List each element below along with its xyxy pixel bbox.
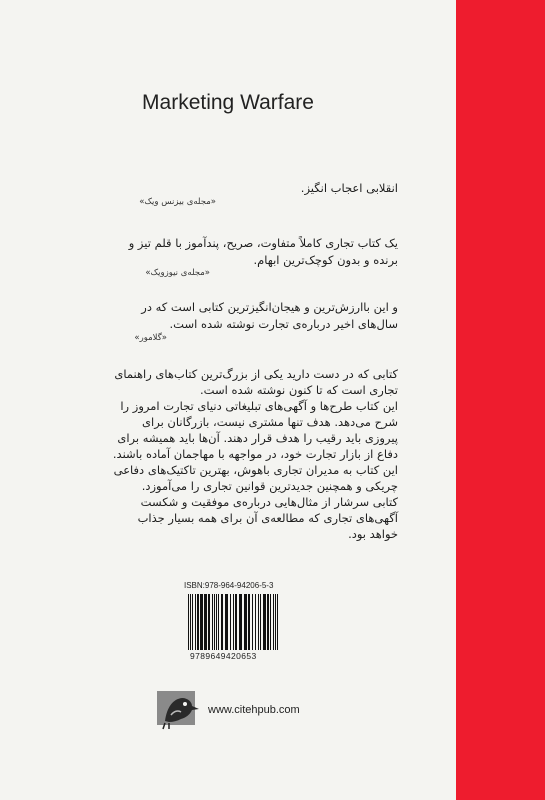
barcode-number: 9789649420653: [190, 651, 257, 661]
red-spine-band: [456, 0, 545, 800]
review-source-2: «مجله‌ی نیوزویک»: [145, 268, 210, 278]
barcode: [184, 594, 306, 650]
isbn-label: ISBN:978-964-94206-5-3: [184, 581, 274, 590]
publisher-website[interactable]: www.citehpub.com: [208, 704, 300, 716]
description-block: [110, 366, 398, 542]
review-quote-1: انقلابی اعجاب انگیز.: [300, 181, 398, 195]
description-paragraph-3: کتابی سرشار از مثال‌هایی درباره‌ی موفقیت و شکست آگهی‌های تجاری که مطالعه‌ی آن برای همه بسیار جذاب خواهد بود.: [137, 495, 398, 541]
description-paragraph-1: کتابی که در دست دارید یکی از بزرگ‌ترین کتاب‌های راهنمای تجاری است که تا کنون نوشته شده است.: [114, 367, 398, 397]
book-title: Marketing Warfare: [142, 91, 314, 114]
review-source-3: «گلامور»: [134, 333, 167, 343]
bird-logo-icon: [155, 685, 201, 731]
description-paragraph-2: این کتاب طرح‌ها و آگهی‌های تبلیغاتی دنیای تجارت امروز را شرح می‌دهد. هدف تنها مشتری نیست، بازرگانان برای پیروزی باید رقیب را هدف قرار دهند. آن‌ها باید همیشه برای دفاع از بازار تجارت خود، در مواجهه با مهاجمان آماده باشند. این کتاب به مدیران تجاری باهوش، بهترین تاکتیک‌های دفاعی چریکی و همچنین جدیدترین قوانین تجاری را می‌آموزد.: [112, 399, 398, 493]
review-quote-2: یک کتاب تجاری کاملاً متفاوت، صریح، پندآموز با قلم تیز و برنده و بدون کوچک‌ترین ابهام.: [128, 236, 398, 267]
review-source-1: «مجله‌ی بیزنس ویک»: [139, 197, 216, 207]
barcode-image: [184, 594, 306, 650]
review-quote-3: و این باارزش‌ترین و هیجان‌انگیزترین کتابی است که در سال‌های اخیر درباره‌ی تجارت نوشته شده است.: [141, 300, 398, 331]
